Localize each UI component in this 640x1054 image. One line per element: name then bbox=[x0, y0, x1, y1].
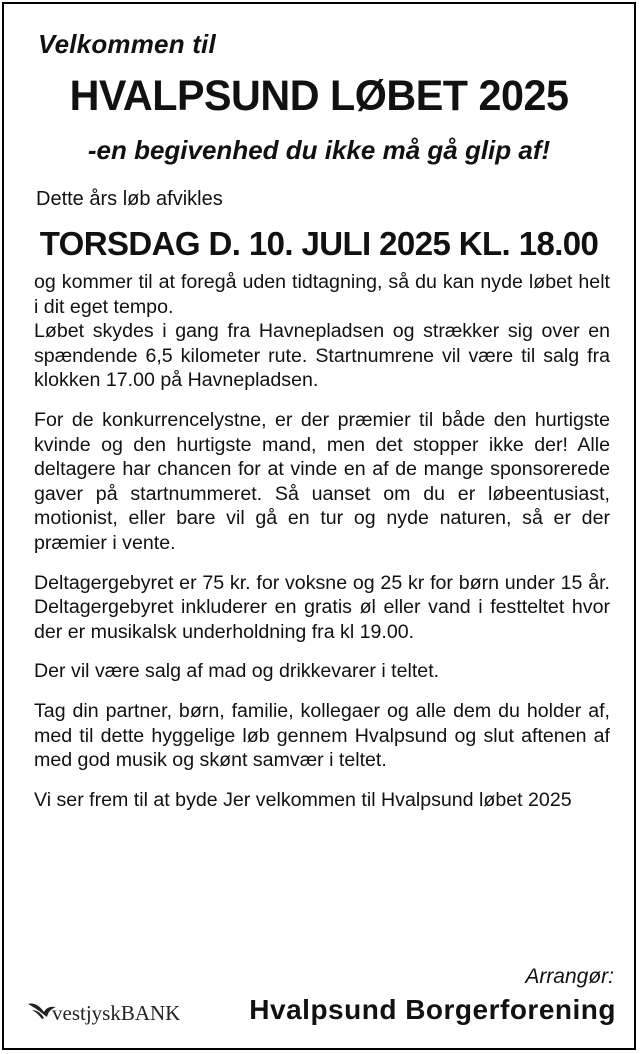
paragraph-invite: Tag din partner, børn, familie, kollegaer og alle dem du holder af, med til dette hyggelige løb gennem Hvalpsund og slut aftenen af med god musik og skønt samvær i teltet. bbox=[34, 699, 610, 772]
intro-text: Dette års løb afvikles bbox=[36, 188, 223, 210]
sponsor-name: vestjyskBANK bbox=[52, 1001, 181, 1025]
advertisement bbox=[2, 2, 636, 1050]
body-text bbox=[34, 270, 610, 827]
paragraph-food: Der vil være salg af mad og drikkevarer i teltet. bbox=[34, 660, 440, 683]
paragraph-tidtagning: og kommer til at foregå uden tidtagning, så du kan nyde løbet helt i dit eget tempo. bbox=[34, 271, 610, 318]
event-date: TORSDAG D. 10. JULI 2025 KL. 18.00 bbox=[39, 225, 599, 262]
paragraph-welcome: Vi ser frem til at byde Jer velkommen til Hvalpsund løbet 2025 bbox=[34, 788, 572, 811]
tagline: -en begivenhed du ikke må gå glip af! bbox=[87, 135, 551, 165]
event-title: HVALPSUND LØBET 2025 bbox=[69, 72, 569, 120]
arranger-label: Arrangør: bbox=[525, 965, 614, 988]
paragraph-route: Løbet skydes i gang fra Havnepladsen og strækker sig over en spændende 6,5 kilometer rute. Startnumrene vil være til salg fra klokken 17.00 på Havnepladsen. bbox=[34, 320, 610, 392]
sponsor-logo bbox=[26, 996, 206, 1030]
paragraph-fee: Deltagergebyret er 75 kr. for voksne og 25 kr for børn under 15 år. Deltagergebyret inkluderer en gratis øl eller vand i festteltet hvor der er musikalsk underholdning fra kl 19.00. bbox=[34, 571, 610, 643]
paragraph-prizes: For de konkurrencelystne, er der præmier til både den hurtigste kvinde og den hurtigste mand, men det stopper ikke der! Alle deltagere har chancen for at vinde en af de mange sponsorerede gaver på startnummeret. Så uanset om du er løbeentusiast, motionist, eller bare vil gå en tur og nyde naturen, så er der præmier i vente. bbox=[34, 408, 610, 554]
greeting: Velkommen til bbox=[38, 29, 216, 59]
organizer-name: Hvalpsund Borgerforening bbox=[249, 994, 616, 1025]
